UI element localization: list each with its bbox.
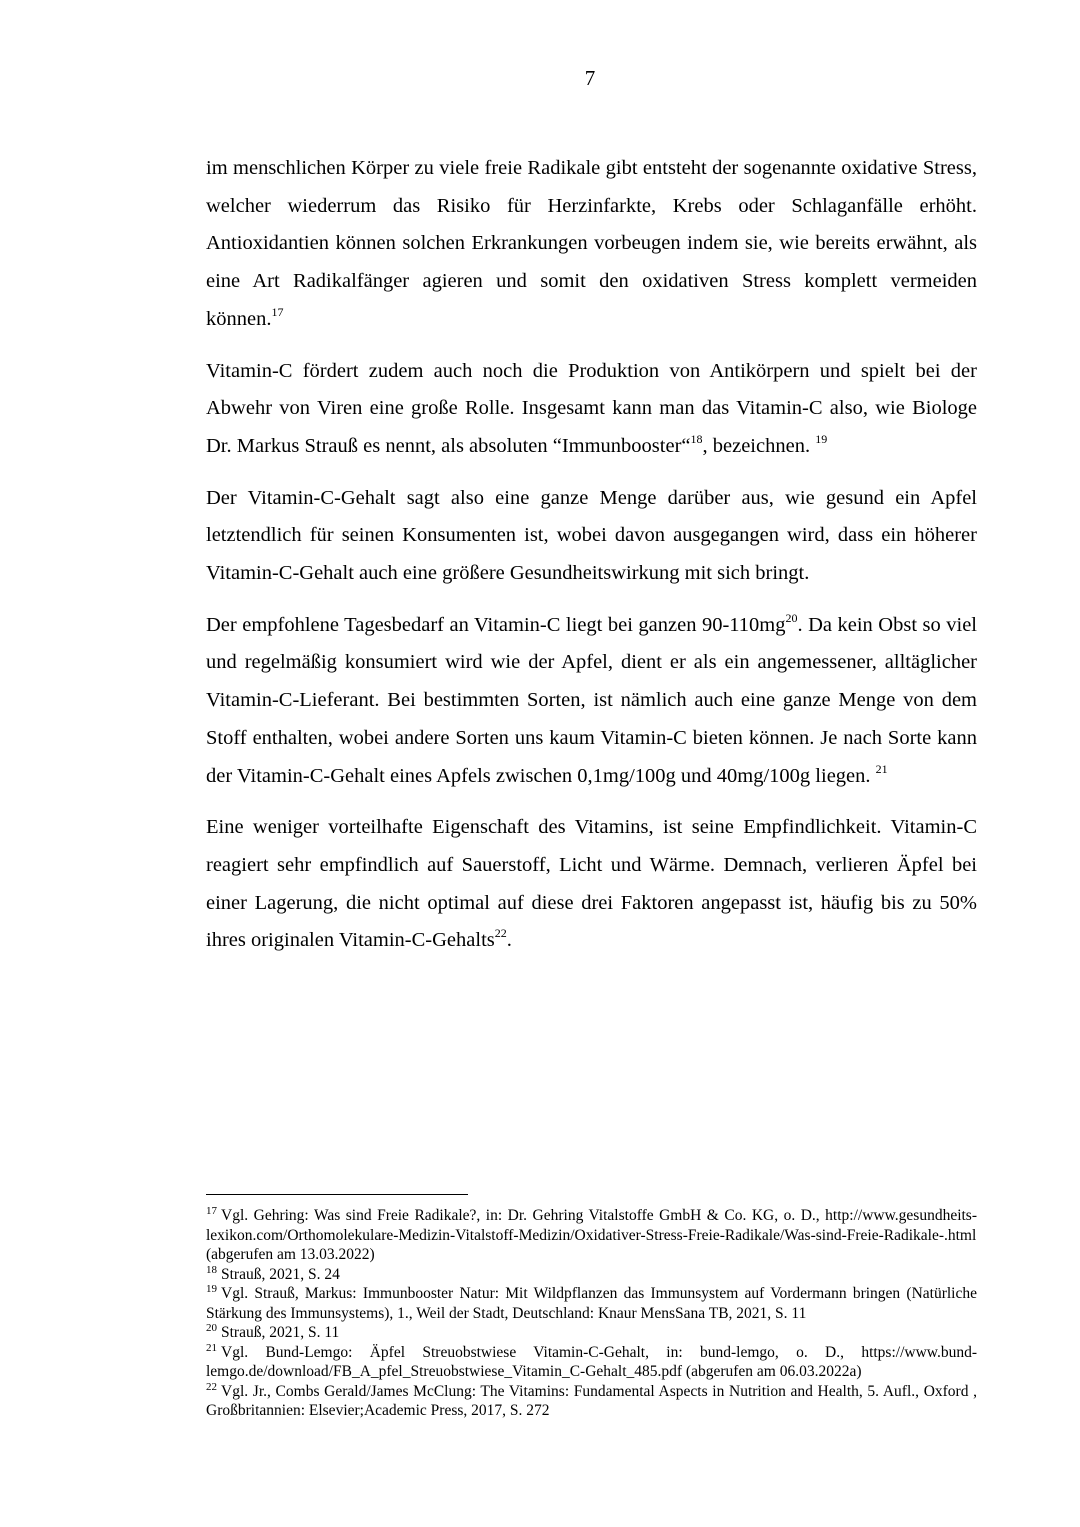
footnote-18 bbox=[206, 1265, 977, 1285]
footnote-number: 20 bbox=[206, 1322, 217, 1334]
page-number: 7 bbox=[584, 66, 596, 90]
footnotes bbox=[206, 1206, 977, 1421]
paragraph-text: , bezeichnen. bbox=[702, 434, 816, 457]
paragraph-text: . Da kein Obst so viel und regelmäßig konsumiert wird wie der Apfel, dient er als ein angemessener, alltäglicher Vitamin-C-Lieferant. Bei bestimmten Sorten, ist nämlich auch eine ganze Menge von dem Stoff enthalten, wobei andere Sorten uns kaum Vitamin-C bieten können. Je nach Sorte kann der Vitamin-C-Gehalt eines Apfels zwischen 0,1mg/100g und 40mg/100g liegen. bbox=[206, 613, 977, 787]
footnote-text: Vgl. Strauß, Markus: Immunbooster Natur: Mit Wildpflanzen das Immunsystem auf Vordermann bringen (Natürliche Stärkung des Immunsystems), 1., Weil der Stadt, Deutschland: Knaur MensSana TB, 2021, S. 11 bbox=[206, 1285, 977, 1322]
footnote-ref-20: 20 bbox=[785, 610, 798, 625]
footnote-ref-19: 19 bbox=[815, 431, 828, 446]
paragraph-text: im menschlichen Körper zu viele freie Radikale gibt entsteht der sogenannte oxidative Stress, welcher wiederrum das Risiko für Herzinfarkte, Krebs oder Schlaganfälle erhöht. Antioxidantien können solchen Erkrankungen vorbeugen indem sie, wie bereits erwähnt, als eine Art Radikalfänger agieren und somit den oxidativen Stress komplett vermeiden können. bbox=[206, 157, 977, 330]
footnote-ref-21: 21 bbox=[875, 761, 888, 776]
footnote-20 bbox=[206, 1323, 977, 1343]
footnote-number: 17 bbox=[206, 1205, 217, 1217]
footnote-text: Vgl. Gehring: Was sind Freie Radikale?, in: Dr. Gehring Vitalstoffe GmbH & Co. KG, o. D., http://www.gesundheits-lexikon.com/Orthomolekulare-Medizin-Vitalstoff-Medizin/Oxidativer-Stress-Freie-Radikale/Was-sind-Freie-Radikale-.html (abgerufen am 13.03.2022) bbox=[206, 1207, 977, 1263]
body-text bbox=[206, 150, 977, 974]
paragraph-end: . bbox=[506, 929, 512, 952]
footnote-text: Strauß, 2021, S. 11 bbox=[221, 1324, 340, 1341]
footnote-ref-22: 22 bbox=[494, 926, 507, 941]
footnote-ref-17: 17 bbox=[271, 304, 284, 319]
footnote-17 bbox=[206, 1206, 977, 1265]
paragraph-immunbooster bbox=[206, 353, 977, 466]
paragraph-text: Vitamin-C fördert zudem auch noch die Produktion von Antikörpern und spielt bei der Abwehr von Viren eine große Rolle. Insgesamt kann man das Vitamin-C also, wie Biologe Dr. Markus Strauß es nennt, als absoluten “Immunbooster“ bbox=[206, 359, 977, 457]
footnote-number: 22 bbox=[206, 1380, 217, 1393]
paragraph-oxidative-stress bbox=[206, 150, 977, 339]
footnote-19 bbox=[206, 1284, 977, 1323]
footnote-text: Strauß, 2021, S. 24 bbox=[221, 1265, 340, 1283]
paragraph-text: Der empfohlene Tagesbedarf an Vitamin-C liegt bei ganzen 90-110mg bbox=[206, 613, 786, 636]
footnote-ref-18: 18 bbox=[690, 431, 703, 446]
footnote-21 bbox=[206, 1343, 977, 1382]
footnote-number: 21 bbox=[206, 1341, 217, 1354]
paragraph-text: Der Vitamin-C-Gehalt sagt also eine ganze Menge darüber aus, wie gesund ein Apfel letztendlich für seinen Konsumenten ist, wobei davon ausgegangen wird, dass ein höherer Vitamin-C-Gehalt auch eine größere Gesundheitswirkung mit sich bringt. bbox=[206, 486, 977, 585]
paragraph-text: Eine weniger vorteilhafte Eigenschaft des Vitamins, ist seine Empfindlichkeit. Vitamin-C reagiert sehr empfindlich auf Sauerstoff, Licht und Wärme. Demnach, verlieren Äpfel bei einer Lagerung, die nicht optimal auf diese drei Faktoren angepasst ist, häufig bis zu 50% ihres originalen Vitamin-C-Gehalts bbox=[206, 816, 977, 952]
footnote-number: 18 bbox=[206, 1263, 217, 1276]
footnote-text: Vgl. Jr., Combs Gerald/James McClung: The Vitamins: Fundamental Aspects in Nutrition and Health, 5. Aufl., Oxford , Großbritannien: Elsevier;Academic Press, 2017, S. 272 bbox=[206, 1382, 977, 1419]
footnote-separator bbox=[206, 1194, 468, 1195]
paragraph-tagesbedarf bbox=[206, 607, 977, 796]
footnote-22 bbox=[206, 1382, 977, 1421]
paragraph-vitamin-c-gehalt bbox=[206, 480, 977, 593]
footnote-text: Vgl. Bund-Lemgo: Äpfel Streuobstwiese Vitamin-C-Gehalt, in: bund-lemgo, o. D., https://www.bund-lemgo.de/download/FB_A_pfel_Streuobstwiese_Vitamin_C-Gehalt_485.pdf (abgerufen am 06.03.2022a) bbox=[206, 1343, 977, 1380]
paragraph-empfindlichkeit bbox=[206, 809, 977, 960]
footnote-number: 19 bbox=[206, 1283, 217, 1295]
